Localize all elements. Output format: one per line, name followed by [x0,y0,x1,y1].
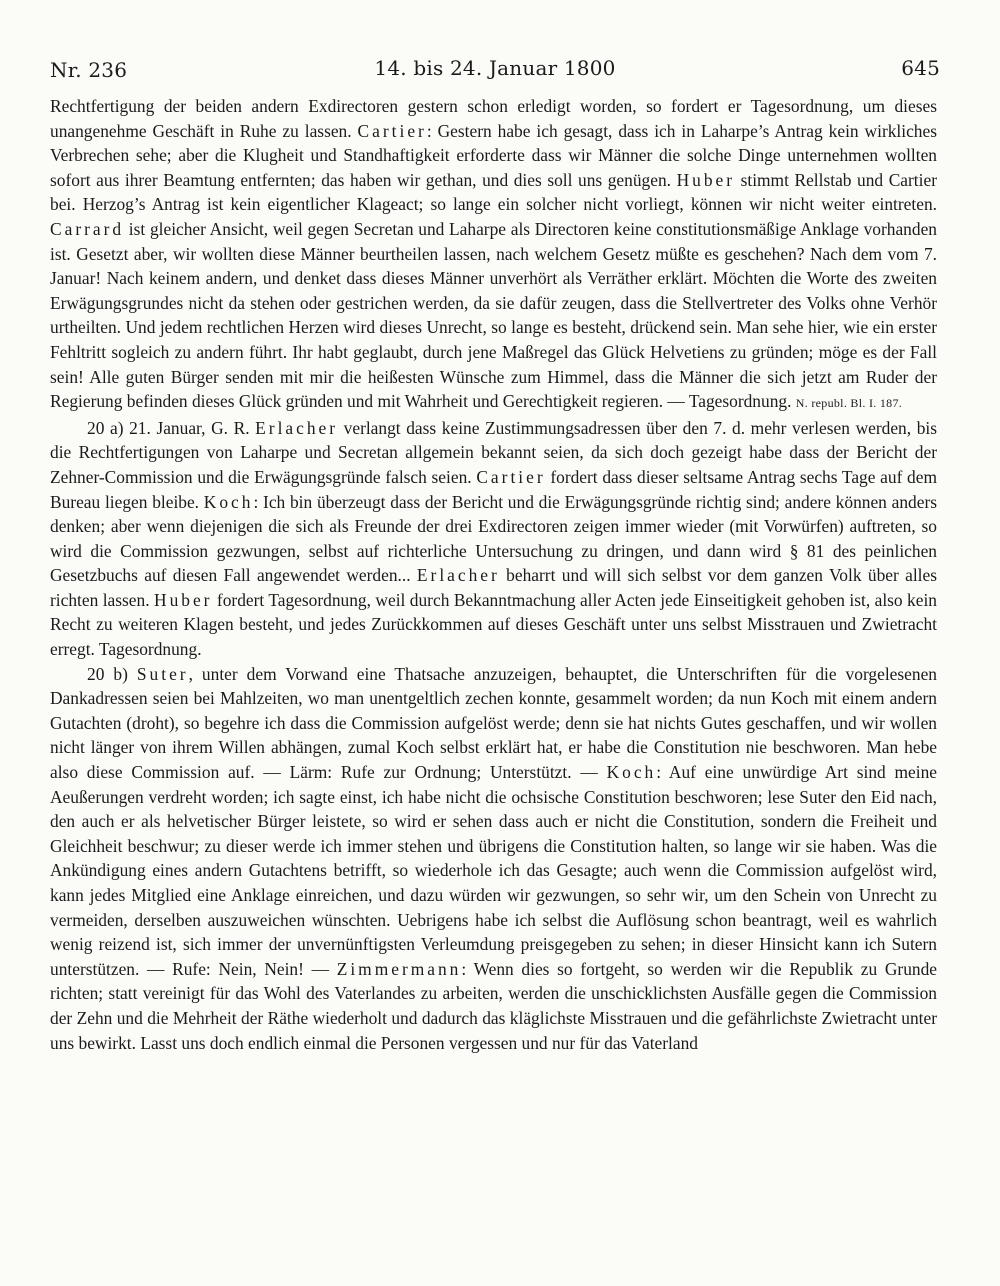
speaker-name: Koch [203,491,254,512]
paragraph-20a [50,416,937,662]
text-run: verlangt dass keine Zustimmungsadressen über den 7. d. mehr verlesen werden, bis die Rechtfertigungen von Laharpe und Secretan allgemein bekannt seien, da sich doch gezeigt habe dass der Bericht der Zehner-Commission und die Erwägungsgründe falsch seien. [50,417,937,487]
page-header [50,58,940,86]
body-text [50,94,937,1055]
text-run: Rechtfertigung der beiden andern Exdirectoren gestern schon erledigt worden, so fordert er Tagesordnung, um dieses unangenehme Geschäft in Ruhe zu lassen. [50,96,937,141]
text-run: stimmt Rellstab und Cartier bei. Herzog’s Antrag ist kein eigentlicher Klageact; so lange ein solcher nicht vorliegt, können wir nicht weiter eintreten. [50,169,937,215]
speaker-name: Suter [136,663,189,684]
speaker-name: Cartier [357,120,427,141]
text-run: fordert Tagesordnung, weil durch Bekanntmachung aller Acten jede Einseitigkeit gehoben ist, also kein Recht zu weiteren Klagen besteht, und jedes Zurückkommen auf dieses Geschäft unter uns selbst Misstrauen und Zwietracht erregt. Tagesordnung. [50,589,937,660]
speaker-name: Cartier [476,466,546,487]
paragraph-1 [50,94,937,416]
text-run: beharrt und will sich selbst vor dem ganzen Volk über alles richten lassen. [50,565,937,610]
speaker-name: Erlacher [416,565,500,586]
text-run: 20 a) 21. Januar, G. R. [87,417,256,438]
text-run: : Auf eine unwürdige Art sind meine Aeußerungen verdreht worden; ich sagte einst, ich habe nicht die ochsische Constitution beschworen; lese Suter den Eid nach, den auch er als helvetischer Bürger leistete, so wird er sehen dass auch er nicht die Constitution, sondern die Freiheit und Gleichheit beschwur; zu dieser werde ich immer stehen und übrigens die Constitution halten, so lange wir sie haben. Was die Ankündigung eines andern Gutachtens betrifft, so wiederhole ich das Gesagte; auch wenn die Commission aufgelöst wird, kann jedes Mitglied eine Anklage einreichen, und dazu würden wir gezwungen, so sehr wir, um den Schein von Unrecht zu vermeiden, derselben auszuweichen wünschten. Uebrigens habe ich selbst die Auflösung schon beantragt, weil es wahrlich wenig reizend ist, sich immer der unvernünftigsten Verleumdung preisgegeben zu sehen; in dieser Hinsicht kann ich Sutern unterstützen. — Rufe: Nein, Nein! — [50,762,937,979]
text-run: : Wenn dies so fortgeht, so werden wir die Republik zu Grunde richten; statt vereinigt für das Wohl des Vaterlandes zu arbeiten, werden die unschicklichsten Ausfälle gegen die Commission der Zehn und die Mehrheit der Räthe wiederholt und dadurch das kläglichste Misstrauen und die gefährlichste Zwietracht unter uns bewirkt. Lasst uns doch endlich einmal die Personen vergessen und nur für das Vaterland [50,958,938,1053]
speaker-name: Koch [606,762,657,783]
speaker-name: Huber [154,589,213,610]
document-number: Nr. 236 [50,58,128,82]
source-reference: N. republ. Bl. I. 187. [795,396,903,411]
page-number: 645 [901,56,940,80]
text-run: fordert dass dieser seltsame Antrag sechs Tage auf dem Bureau liegen bleibe. [50,466,938,512]
text-run: : Gestern habe ich gesagt, dass ich in Laharpe’s Antrag kein wirkliches Verbrechen sehe; aber die Klugheit und Standhaftigkeit erforderte dass wir Männer die solche Dinge unternehmen wollten sofort aus ihrer Beamtung entfernten; das haben wir gethan, und dies soll uns genügen. [50,120,937,190]
text-run: , unter dem Vorwand eine Thatsache anzuzeigen, behauptet, die Unterschriften für die vorgelesenen Dankadressen seien bei Mahlzeiten, wo man unentgeltlich zechen konnte, gesammelt worden; da nun Koch mit einem andern Gutachten (droht), so begehre ich dass die Commission aufgelöst werde; denn sie hat nichts Gutes geschaffen, und wir wollen nicht länger von ihrem Willen abhängen, zumal Koch selbst erklärt hat, er habe die Constitution nie beschworen. Man hebe also diese Commission auf. — Lärm: Rufe zur Ordnung; Unterstützt. — [50,663,937,783]
text-run: 20 b) [87,663,137,684]
date-range: 14. bis 24. Januar 1800 [374,56,616,80]
speaker-name: Zimmermann [336,958,462,979]
speaker-name: Erlacher [255,417,339,438]
text-run: : Ich bin überzeugt dass der Bericht und die Erwägungsgründe richtig sind; andere können anders denken; aber wenn diejenigen die sich als Freunde der drei Exdirectoren zeigen immer wieder (mit Vorwürfen) auftreten, so wird die Commission gezwungen, selbst auf richterliche Untersuchung zu dringen, und dann wird § 81 des peinlichen Gesetzbuchs auf diesen Fall angewendet werden... [50,491,938,586]
speaker-name: Huber [676,169,736,190]
paragraph-20b [50,662,937,1056]
text-run: ist gleicher Ansicht, weil gegen Secretan und Laharpe als Directoren keine constitutionsmäßige Anklage vorhanden ist. Gesetzt aber, wir wollten diese Männer beurtheilen lassen, nach welchem Gesetz müßte es geschehen? Nach dem vom 7. Januar! Nach keinem andern, und denket dass dieses Männer unverhört als Verräther erklärt. Möchten die Worte des zweiten Erwägungsgrundes nicht da stehen oder gestrichen werden, da sie dafür zeugen, dass die Stellvertreter des Volks ohne Verhör urtheilten. Und jedem rechtlichen Herzen wird dieses Unrecht, so lange es besteht, drückend sein. Man sehe hier, wie ein erster Fehltritt sogleich zu andern führt. Ihr habt geglaubt, durch jene Maßregel das Glück Helvetiens zu gründen; möge es der Fall sein! Alle guten Bürger senden mit mir die heißesten Wünsche zum Himmel, dass die Männer die sich jetzt am Ruder der Regierung befinden dieses Glück gründen und mit Wahrheit und Gerechtigkeit regieren. — Tagesordnung. [50,218,937,412]
speaker-name: Carrard [50,218,125,239]
